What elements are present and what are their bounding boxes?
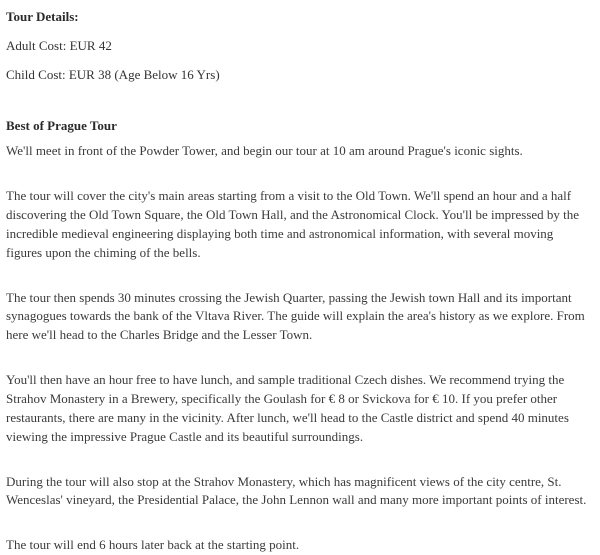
section-spacer — [6, 95, 590, 117]
tour-paragraph-conclusion: The tour will end 6 hours later back at the starting point. — [6, 537, 300, 553]
tour-paragraph-old-town: The tour will cover the city's main areas starting from a visit to the Old Town. We'll spend an hour and a half discovering the Old Town Square, the Old Town Hall, and the Astronomical Clock. You'll be impressed by the incredible medieval engineering displaying both time and astronomical information, with several moving figures upon the chiming of the bells. — [6, 188, 580, 260]
tour-paragraph-intro: We'll meet in front of the Powder Tower, and begin our tour at 10 am around Prague's iconic sights. — [6, 143, 523, 159]
adult-cost-line: Adult Cost: EUR 42 — [6, 37, 112, 53]
tour-paragraph-strahov-monastery: During the tour will also stop at the Strahov Monastery, which has magnificent views of the city centre, St. Wenceslas' vineyard, the Presidential Palace, the John Lennon wall and many more important points of interest. — [6, 473, 587, 508]
tour-title: Best of Prague Tour — [6, 117, 117, 133]
child-cost-line: Child Cost: EUR 38 (Age Below 16 Yrs) — [6, 66, 220, 82]
tour-paragraph-lunch-castle: You'll then have an hour free to have lunch, and sample traditional Czech dishes. We recommend trying the Strahov Monastery in a Brewery, specifically the Goulash for € 8 or Svickova for € 10. If you prefer other restaurants, there are many in the vicinity. After lunch, we'll head to the Castle district and spend 40 minutes viewing the impressive Prague Castle and its beautiful surroundings. — [6, 372, 569, 444]
tour-paragraph-jewish-quarter: The tour then spends 30 minutes crossing the Jewish Quarter, passing the Jewish town Hall and its important synagogues towards the bank of the Vltava River. The guide will explain the area's history as we explore. From here we'll head to the Charles Bridge and the Lesser Town. — [6, 289, 585, 343]
tour-details-heading: Tour Details: — [6, 9, 79, 24]
